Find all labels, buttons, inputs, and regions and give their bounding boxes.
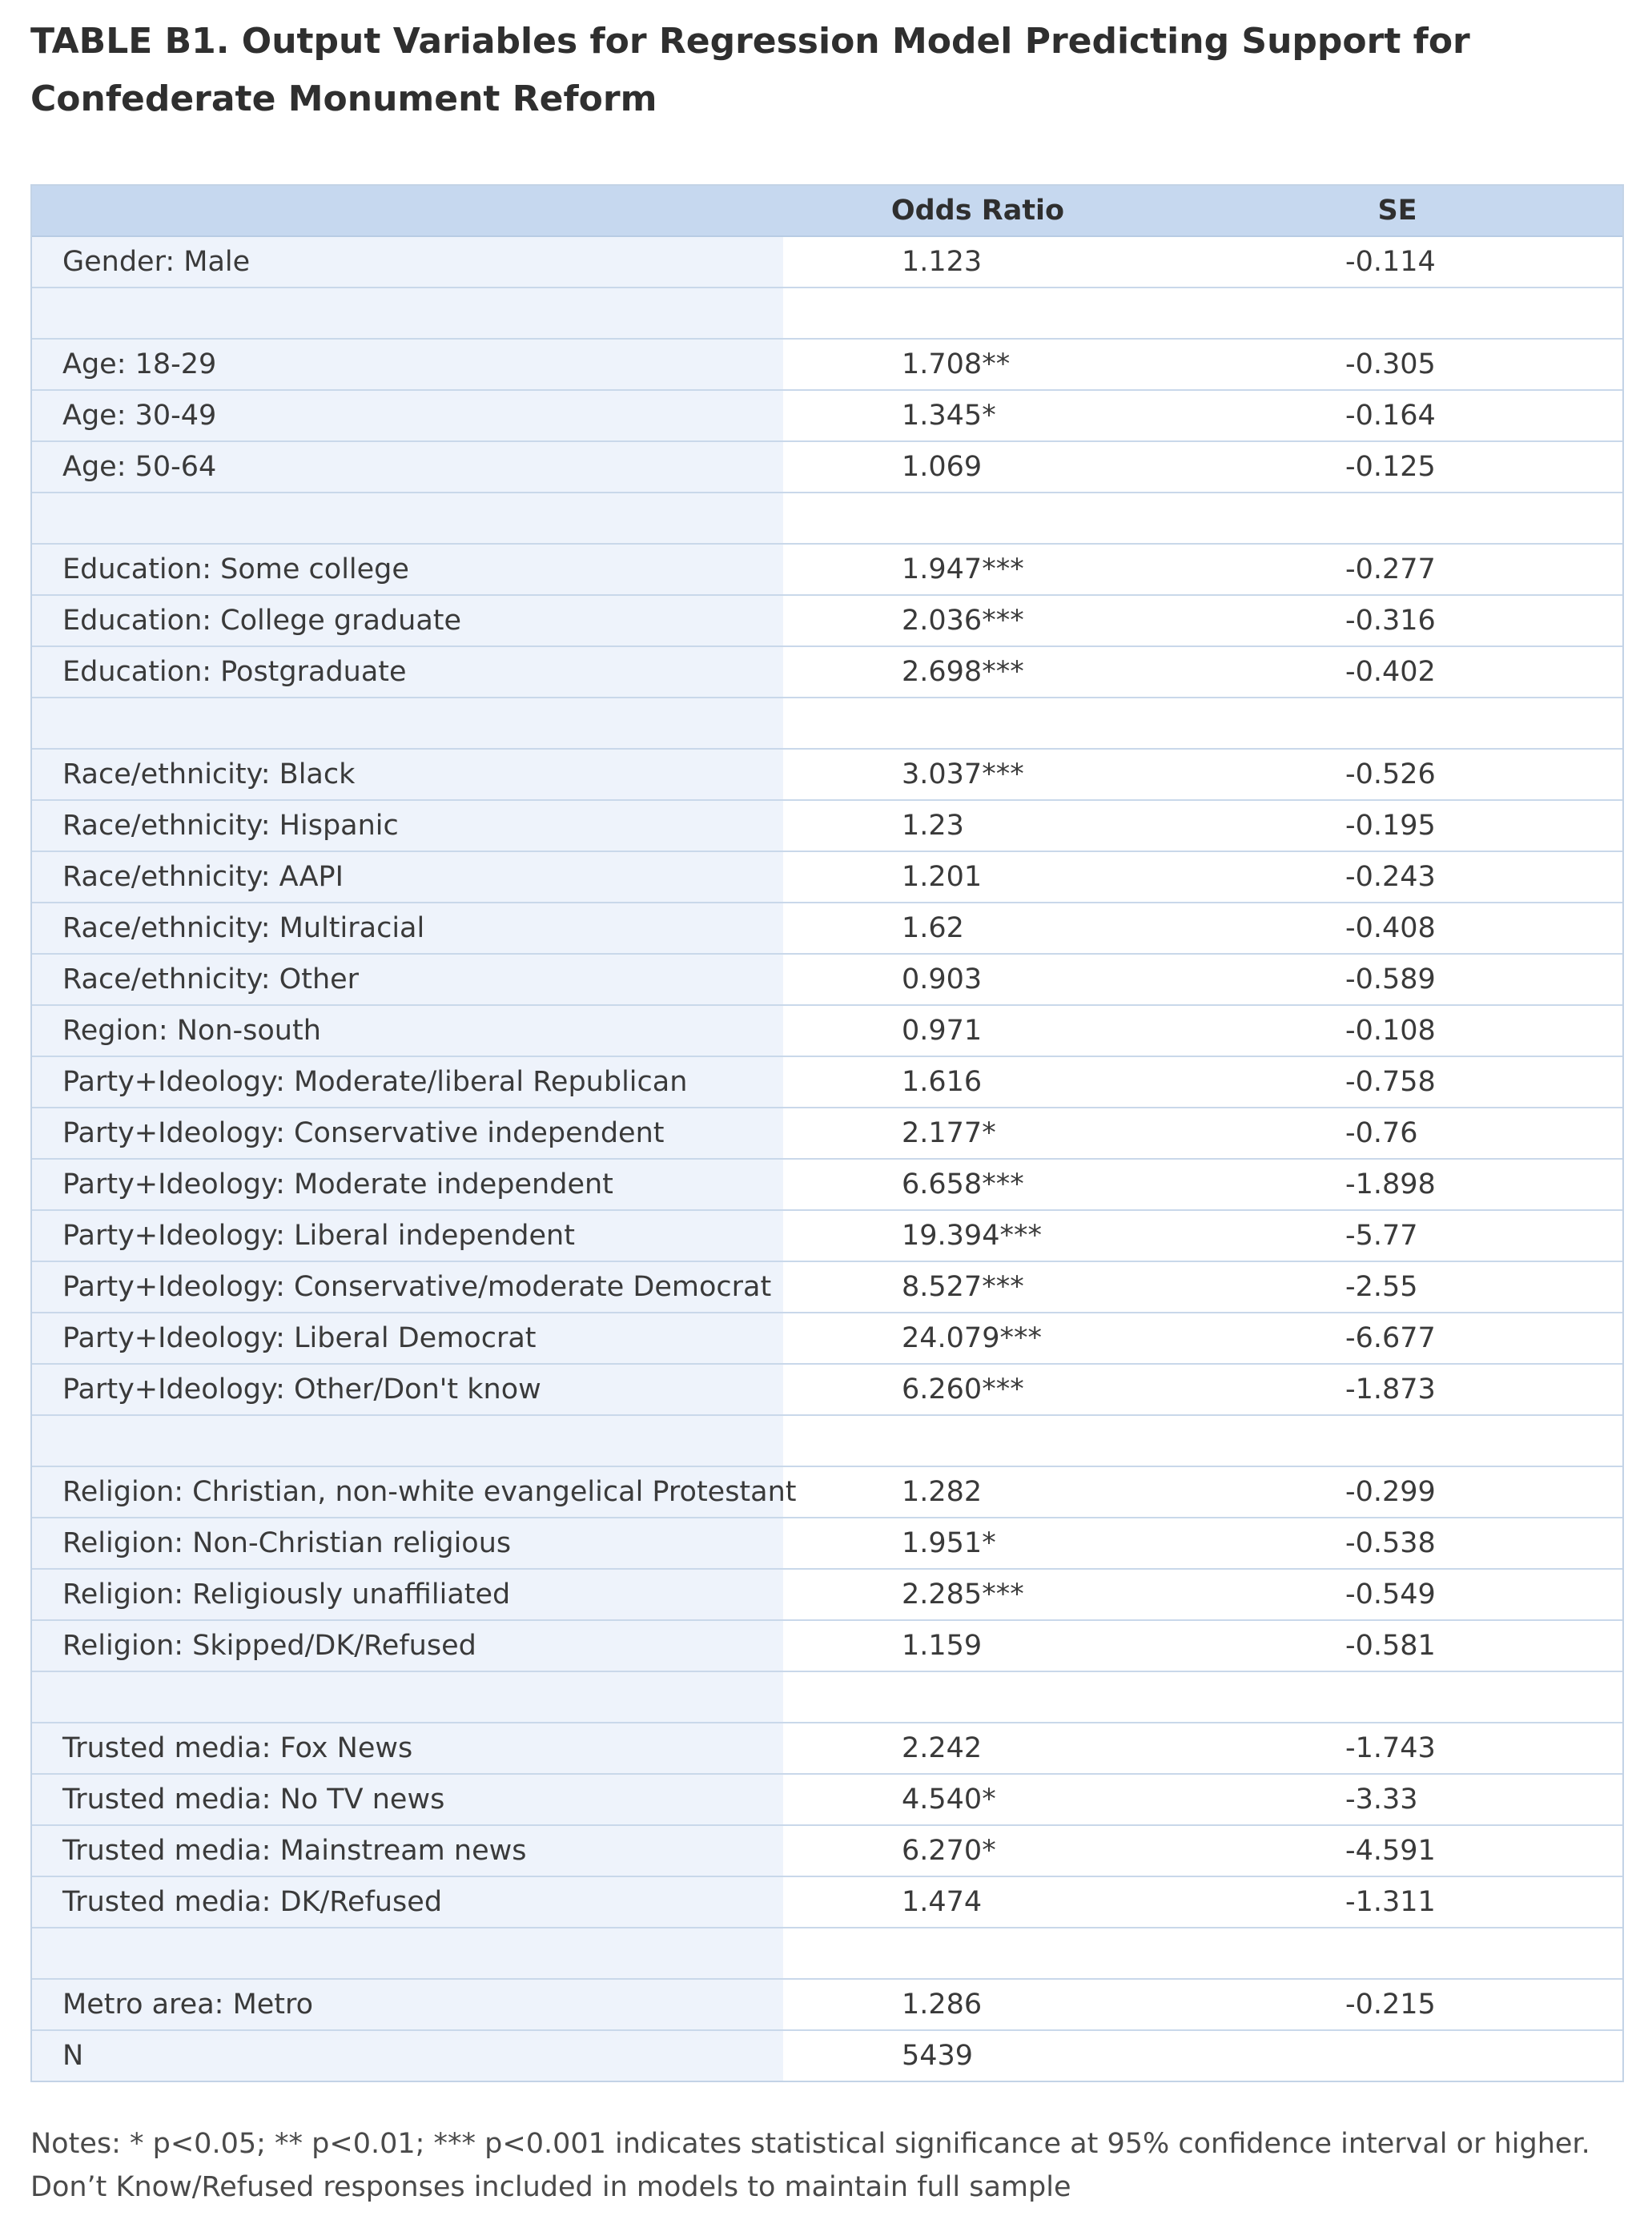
regression-table [30,184,1624,2082]
row-se-cell [1172,1518,1622,1569]
row-label: Trusted media: Fox News [32,1723,783,1774]
table-row [32,800,1622,851]
row-odds-ratio: 1.282 [902,1476,983,1508]
row-se: -0.581 [1345,1630,1436,1662]
row-se-cell [1172,2030,1622,2081]
row-label [32,1928,783,1979]
row-label: Trusted media: Mainstream news [32,1825,783,1876]
row-odds-ratio-cell [783,2030,1172,2081]
table-row [32,544,1622,595]
header-odds-ratio: Odds Ratio [783,186,1172,236]
row-label: Party+Ideology: Conservative/moderate Democrat [32,1261,783,1313]
row-odds-ratio-cell [783,288,1172,339]
row-se-cell [1172,749,1622,800]
table-row [32,1005,1622,1056]
row-odds-ratio: 3.037*** [902,758,1024,790]
row-odds-ratio-cell [783,749,1172,800]
row-odds-ratio: 2.242 [902,1732,983,1764]
row-odds-ratio: 6.270* [902,1835,996,1867]
row-odds-ratio: 1.069 [902,451,983,483]
table-row [32,441,1622,493]
row-label [32,1415,783,1466]
row-label: N [32,2030,783,2081]
row-odds-ratio-cell [783,1466,1172,1518]
row-label: Age: 50-64 [32,441,783,493]
row-se: -0.408 [1345,912,1436,944]
row-odds-ratio: 6.260*** [902,1373,1024,1406]
table-row [32,646,1622,698]
row-label: Metro area: Metro [32,1979,783,2030]
row-se: -6.677 [1345,1322,1436,1354]
row-odds-ratio: 19.394*** [902,1220,1042,1252]
table-row [32,595,1622,646]
row-se-cell [1172,800,1622,851]
row-odds-ratio-cell [783,1723,1172,1774]
row-se-cell [1172,903,1622,954]
row-odds-ratio-cell [783,954,1172,1005]
row-odds-ratio-cell [783,1108,1172,1159]
row-se-cell [1172,1159,1622,1210]
row-se-cell [1172,1723,1622,1774]
row-se-cell [1172,1415,1622,1466]
row-label [32,1671,783,1723]
row-label: Party+Ideology: Moderate independent [32,1159,783,1210]
row-se-cell [1172,1620,1622,1671]
row-odds-ratio: 2.177* [902,1117,996,1149]
row-odds-ratio: 8.527*** [902,1271,1024,1303]
row-se-cell [1172,1364,1622,1415]
row-label: Party+Ideology: Moderate/liberal Republican [32,1056,783,1108]
table-row [32,749,1622,800]
table-row [32,1364,1622,1415]
row-se: -0.164 [1345,400,1436,432]
table-row [32,1979,1622,2030]
row-label: Education: College graduate [32,595,783,646]
row-label [32,698,783,749]
table-row [32,954,1622,1005]
row-se: -4.591 [1345,1835,1436,1867]
row-label: Religion: Religiously unaffiliated [32,1569,783,1620]
row-se: -0.538 [1345,1527,1436,1559]
row-se: -0.316 [1345,605,1436,637]
row-odds-ratio-cell [783,1671,1172,1723]
row-odds-ratio-cell [783,1825,1172,1876]
table-row [32,1056,1622,1108]
row-odds-ratio-cell [783,339,1172,390]
row-se: -0.589 [1345,963,1436,995]
row-se: -0.108 [1345,1015,1436,1047]
row-odds-ratio: 1.951* [902,1527,996,1559]
row-odds-ratio: 2.036*** [902,605,1024,637]
row-label: Race/ethnicity: Black [32,749,783,800]
row-se-cell [1172,698,1622,749]
row-label: Education: Postgraduate [32,646,783,698]
row-se: -0.114 [1345,246,1436,278]
table-row [32,2030,1622,2081]
table-row [32,288,1622,339]
row-odds-ratio: 1.123 [902,246,983,278]
row-odds-ratio: 6.658*** [902,1168,1024,1200]
row-label: Education: Some college [32,544,783,595]
row-se-cell [1172,646,1622,698]
table-row [32,493,1622,544]
table-row [32,339,1622,390]
row-odds-ratio-cell [783,390,1172,441]
row-label: Trusted media: No TV news [32,1774,783,1825]
row-odds-ratio: 4.540* [902,1784,996,1816]
table-row [32,1313,1622,1364]
row-label: Religion: Skipped/DK/Refused [32,1620,783,1671]
row-odds-ratio-cell [783,698,1172,749]
row-se-cell [1172,1876,1622,1928]
row-se-cell [1172,1466,1622,1518]
row-odds-ratio-cell [783,800,1172,851]
row-se-cell [1172,1261,1622,1313]
row-se: -0.125 [1345,451,1436,483]
table-row [32,1620,1622,1671]
table-row [32,1415,1622,1466]
row-label: Race/ethnicity: AAPI [32,851,783,903]
row-se-cell [1172,236,1622,288]
header-se: SE [1172,186,1622,236]
row-odds-ratio-cell [783,1928,1172,1979]
row-se: -0.195 [1345,810,1436,842]
row-label: Trusted media: DK/Refused [32,1876,783,1928]
row-se: -0.215 [1345,1989,1436,2021]
table-row [32,1723,1622,1774]
table-body [32,236,1622,2081]
row-label [32,288,783,339]
table-row [32,698,1622,749]
row-label: Party+Ideology: Liberal Democrat [32,1313,783,1364]
row-label: Race/ethnicity: Multiracial [32,903,783,954]
row-label: Religion: Non-Christian religious [32,1518,783,1569]
row-se: -1.743 [1345,1732,1436,1764]
row-label: Religion: Christian, non-white evangelical Protestant [32,1466,783,1518]
row-odds-ratio-cell [783,1005,1172,1056]
table-row [32,1569,1622,1620]
row-odds-ratio: 1.159 [902,1630,983,1662]
table-row [32,390,1622,441]
row-label: Age: 30-49 [32,390,783,441]
table-row [32,903,1622,954]
row-se-cell [1172,1825,1622,1876]
table-row [32,1108,1622,1159]
row-odds-ratio-cell [783,493,1172,544]
table-row [32,1518,1622,1569]
row-se: -1.311 [1345,1886,1436,1918]
table-notes: Notes: * p<0.05; ** p<0.01; *** p<0.001 indicates statistical significance at 95% confidence interval or higher. Don’t Know/Refused responses included in models to maintain full sample [30,2128,1590,2203]
row-label: Party+Ideology: Conservative independent [32,1108,783,1159]
row-se: -0.243 [1345,861,1436,893]
row-se-cell [1172,1979,1622,2030]
row-odds-ratio: 1.708** [902,348,1011,380]
row-odds-ratio: 0.903 [902,963,983,995]
row-se-cell [1172,1928,1622,1979]
row-se-cell [1172,339,1622,390]
row-label: Gender: Male [32,236,783,288]
row-odds-ratio-cell [783,1774,1172,1825]
row-se: -2.55 [1345,1271,1418,1303]
row-odds-ratio-cell [783,1159,1172,1210]
row-odds-ratio-cell [783,1876,1172,1928]
row-odds-ratio: 1.345* [902,400,996,432]
row-se: -1.898 [1345,1168,1436,1200]
regression-table-grid [32,186,1622,2081]
row-se: -0.526 [1345,758,1436,790]
row-odds-ratio-cell [783,1415,1172,1466]
row-odds-ratio-cell [783,544,1172,595]
table-title: TABLE B1. Output Variables for Regression Model Predicting Support for Confederate Monument Reform [30,21,1470,119]
row-se: -0.277 [1345,553,1436,585]
row-odds-ratio: 1.616 [902,1066,983,1098]
row-odds-ratio-cell [783,1620,1172,1671]
table-row [32,1928,1622,1979]
row-se-cell [1172,1671,1622,1723]
row-se: -0.758 [1345,1066,1436,1098]
row-odds-ratio-cell [783,236,1172,288]
row-odds-ratio-cell [783,903,1172,954]
row-se-cell [1172,288,1622,339]
row-odds-ratio: 1.947*** [902,553,1024,585]
row-odds-ratio: 2.285*** [902,1578,1024,1611]
row-se-cell [1172,390,1622,441]
row-odds-ratio: 1.474 [902,1886,983,1918]
row-odds-ratio: 5439 [902,2040,974,2072]
row-se: -1.873 [1345,1373,1436,1406]
row-se: -0.76 [1345,1117,1418,1149]
table-row [32,1774,1622,1825]
row-se-cell [1172,954,1622,1005]
row-label: Party+Ideology: Other/Don't know [32,1364,783,1415]
table-row [32,1159,1622,1210]
row-odds-ratio-cell [783,1261,1172,1313]
row-se-cell [1172,493,1622,544]
row-odds-ratio: 1.62 [902,912,964,944]
row-se: -3.33 [1345,1784,1418,1816]
table-row [32,851,1622,903]
row-odds-ratio: 1.23 [902,810,964,842]
row-se: -0.402 [1345,656,1436,688]
row-se-cell [1172,441,1622,493]
table-row [32,1825,1622,1876]
row-se-cell [1172,1210,1622,1261]
row-se-cell [1172,1774,1622,1825]
header-label [32,186,783,236]
row-odds-ratio-cell [783,1210,1172,1261]
row-se: -0.299 [1345,1476,1436,1508]
row-odds-ratio-cell [783,595,1172,646]
row-odds-ratio-cell [783,1518,1172,1569]
row-se-cell [1172,1569,1622,1620]
row-se: -0.305 [1345,348,1436,380]
row-label: Race/ethnicity: Hispanic [32,800,783,851]
row-se: -0.549 [1345,1578,1436,1611]
row-odds-ratio-cell [783,1056,1172,1108]
row-odds-ratio-cell [783,441,1172,493]
table-row [32,236,1622,288]
row-label [32,493,783,544]
row-odds-ratio: 1.201 [902,861,983,893]
row-odds-ratio: 0.971 [902,1015,983,1047]
table-header-row [32,186,1622,236]
row-se-cell [1172,851,1622,903]
row-odds-ratio: 1.286 [902,1989,983,2021]
table-row [32,1210,1622,1261]
row-se: -5.77 [1345,1220,1418,1252]
row-label: Region: Non-south [32,1005,783,1056]
row-se-cell [1172,544,1622,595]
row-label: Age: 18-29 [32,339,783,390]
row-odds-ratio: 2.698*** [902,656,1024,688]
row-se-cell [1172,595,1622,646]
row-se-cell [1172,1005,1622,1056]
row-odds-ratio-cell [783,1979,1172,2030]
table-row [32,1466,1622,1518]
table-row [32,1261,1622,1313]
row-label: Race/ethnicity: Other [32,954,783,1005]
row-se-cell [1172,1313,1622,1364]
row-se-cell [1172,1108,1622,1159]
row-label: Party+Ideology: Liberal independent [32,1210,783,1261]
row-odds-ratio: 24.079*** [902,1322,1042,1354]
row-odds-ratio-cell [783,851,1172,903]
table-row [32,1876,1622,1928]
row-se-cell [1172,1056,1622,1108]
row-odds-ratio-cell [783,646,1172,698]
table-row [32,1671,1622,1723]
row-odds-ratio-cell [783,1569,1172,1620]
row-odds-ratio-cell [783,1313,1172,1364]
row-odds-ratio-cell [783,1364,1172,1415]
